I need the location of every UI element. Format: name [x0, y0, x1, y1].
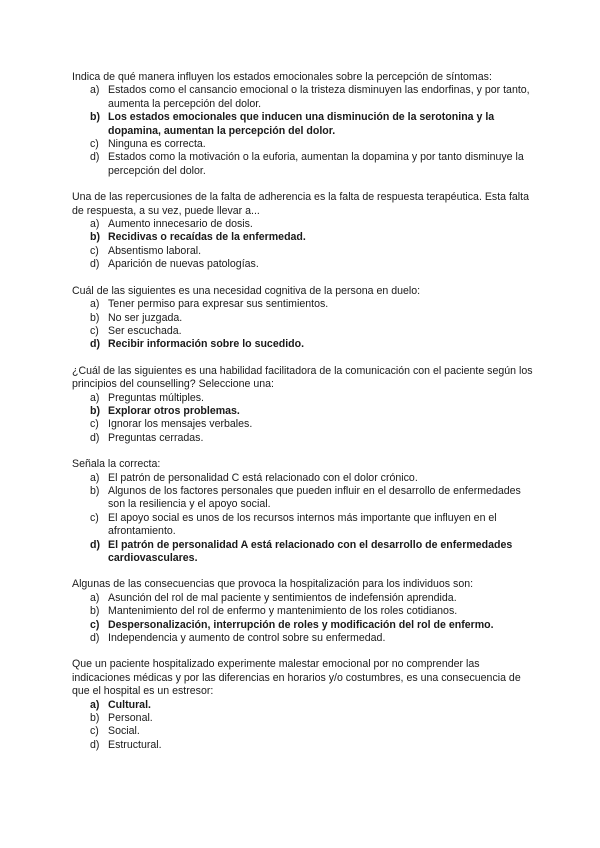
option-text: No ser juzgada. [108, 311, 183, 324]
answer-option [72, 739, 540, 752]
option-letter: a) [90, 391, 100, 404]
option-letter: b) [90, 111, 100, 124]
option-text: Social. [108, 725, 140, 738]
answer-option [72, 245, 540, 258]
option-letter: c) [90, 418, 99, 431]
option-text: Ser escuchada. [108, 324, 182, 337]
option-text: Personal. [108, 712, 153, 725]
answer-option [72, 418, 540, 431]
option-text: Estados como el cansancio emocional o la tristeza disminuyen las endorfinas, y por tanto, aumenta la percepción del dolor. [108, 84, 530, 110]
option-text: Absentismo laboral. [108, 244, 202, 257]
option-letter: a) [90, 471, 100, 484]
option-letter: d) [90, 338, 100, 351]
option-text: Recibir información sobre lo sucedido. [108, 338, 305, 351]
answer-options [72, 298, 540, 352]
answer-option [72, 632, 540, 645]
answer-option [72, 605, 540, 618]
option-letter: b) [90, 231, 100, 244]
answer-option [72, 485, 540, 512]
answer-option [72, 258, 540, 271]
question-block [72, 458, 540, 565]
option-letter: a) [90, 591, 100, 604]
question-text: ¿Cuál de las siguientes es una habilidad facilitadora de la comunicación con el paciente según los principios del counselling? Seleccione una: [72, 364, 533, 391]
answer-option [72, 712, 540, 725]
question-text: Algunas de las consecuencias que provoca la hospitalización para los individuos son: [72, 578, 474, 591]
question-block [72, 578, 540, 645]
option-text: Preguntas cerradas. [108, 431, 204, 444]
question-text: Una de las repercusiones de la falta de adherencia es la falta de respuesta terapéutica. Esta falta de respuesta, a su vez, puede llevar a... [72, 191, 529, 217]
answer-option [72, 84, 540, 111]
question-block [72, 365, 540, 445]
option-letter: a) [90, 698, 100, 711]
option-letter: d) [90, 738, 100, 751]
option-letter: c) [90, 618, 100, 631]
option-letter: a) [90, 84, 100, 97]
answer-option [72, 298, 540, 311]
option-text: Preguntas múltiples. [108, 391, 204, 404]
answer-option-correct [72, 338, 540, 351]
option-text: Tener permiso para expresar sus sentimientos. [108, 298, 329, 311]
question-text: Señala la correcta: [72, 458, 161, 471]
answer-option [72, 392, 540, 405]
option-letter: c) [90, 138, 99, 151]
option-text: Estados como la motivación o la euforia, aumentan la dopamina y por tanto disminuye la percepción del dolor. [108, 151, 524, 177]
option-text: Cultural. [108, 698, 151, 711]
answer-option [72, 151, 540, 178]
option-letter: b) [90, 484, 100, 497]
answer-option-correct [72, 405, 540, 418]
option-text: Aumento innecesario de dosis. [108, 218, 253, 231]
answer-options [72, 592, 540, 646]
answer-option [72, 138, 540, 151]
option-letter: a) [90, 218, 100, 231]
question-block [72, 191, 540, 271]
answer-option-correct [72, 539, 540, 566]
answer-option [72, 218, 540, 231]
answer-options [72, 472, 540, 566]
option-text: El apoyo social es unos de los recursos internos más importante que influyen en el afrontamiento. [108, 511, 497, 538]
answer-options [72, 218, 540, 272]
answer-option-correct [72, 699, 540, 712]
option-letter: c) [90, 511, 99, 524]
answer-option-correct [72, 111, 540, 138]
option-text: Los estados emocionales que inducen una disminución de la serotonina y la dopamina, aumentan la percepción del dolor. [108, 111, 495, 137]
answer-option [72, 592, 540, 605]
option-letter: c) [90, 244, 99, 257]
option-letter: b) [90, 605, 100, 618]
answer-options [72, 392, 540, 446]
option-text: Aparición de nuevas patologías. [108, 258, 259, 271]
option-letter: c) [90, 324, 99, 337]
answer-option [72, 325, 540, 338]
option-letter: b) [90, 404, 100, 417]
answer-option [72, 725, 540, 738]
question-block [72, 285, 540, 352]
answer-option [72, 432, 540, 445]
option-text: Recidivas o recaídas de la enfermedad. [108, 231, 306, 244]
option-text: Estructural. [108, 738, 162, 751]
option-letter: d) [90, 538, 100, 551]
option-text: Ignorar los mensajes verbales. [108, 418, 253, 431]
question-block [72, 658, 540, 752]
option-text: Explorar otros problemas. [108, 404, 240, 417]
option-letter: c) [90, 725, 99, 738]
answer-option [72, 512, 540, 539]
option-letter: b) [90, 311, 100, 324]
option-text: Algunos de los factores personales que pueden influir en el desarrollo de enfermedades son la resiliencia y el apoyo social. [108, 484, 521, 511]
option-text: Independencia y aumento de control sobre su enfermedad. [108, 632, 386, 645]
answer-option-correct [72, 231, 540, 244]
question-text: Que un paciente hospitalizado experimente malestar emocional por no comprender las indicaciones médicas y por las diferencias en horarios y/o costumbres, es una consecuencia de que el hospital es un estresor: [72, 658, 521, 698]
option-text: Ninguna es correcta. [108, 138, 206, 151]
answer-option [72, 472, 540, 485]
option-letter: d) [90, 632, 100, 645]
option-text: Despersonalización, interrupción de roles y modificación del rol de enfermo. [108, 618, 494, 631]
answer-options [72, 84, 540, 178]
option-letter: a) [90, 298, 100, 311]
option-letter: d) [90, 151, 100, 164]
option-text: Asunción del rol de mal paciente y sentimientos de indefensión aprendida. [108, 591, 457, 604]
option-letter: d) [90, 431, 100, 444]
answer-options [72, 699, 540, 753]
option-letter: d) [90, 258, 100, 271]
answer-option-correct [72, 619, 540, 632]
question-text: Cuál de las siguientes es una necesidad cognitiva de la persona en duelo: [72, 284, 421, 297]
option-letter: b) [90, 712, 100, 725]
option-text: El patrón de personalidad C está relacionado con el dolor crónico. [108, 471, 418, 484]
answer-option [72, 312, 540, 325]
option-text: El patrón de personalidad A está relacionado con el desarrollo de enfermedades cardiovasculares. [108, 538, 513, 564]
question-block [72, 71, 540, 178]
option-text: Mantenimiento del rol de enfermo y mantenimiento de los roles cotidianos. [108, 605, 458, 618]
question-text: Indica de qué manera influyen los estados emocionales sobre la percepción de síntomas: [72, 71, 492, 83]
